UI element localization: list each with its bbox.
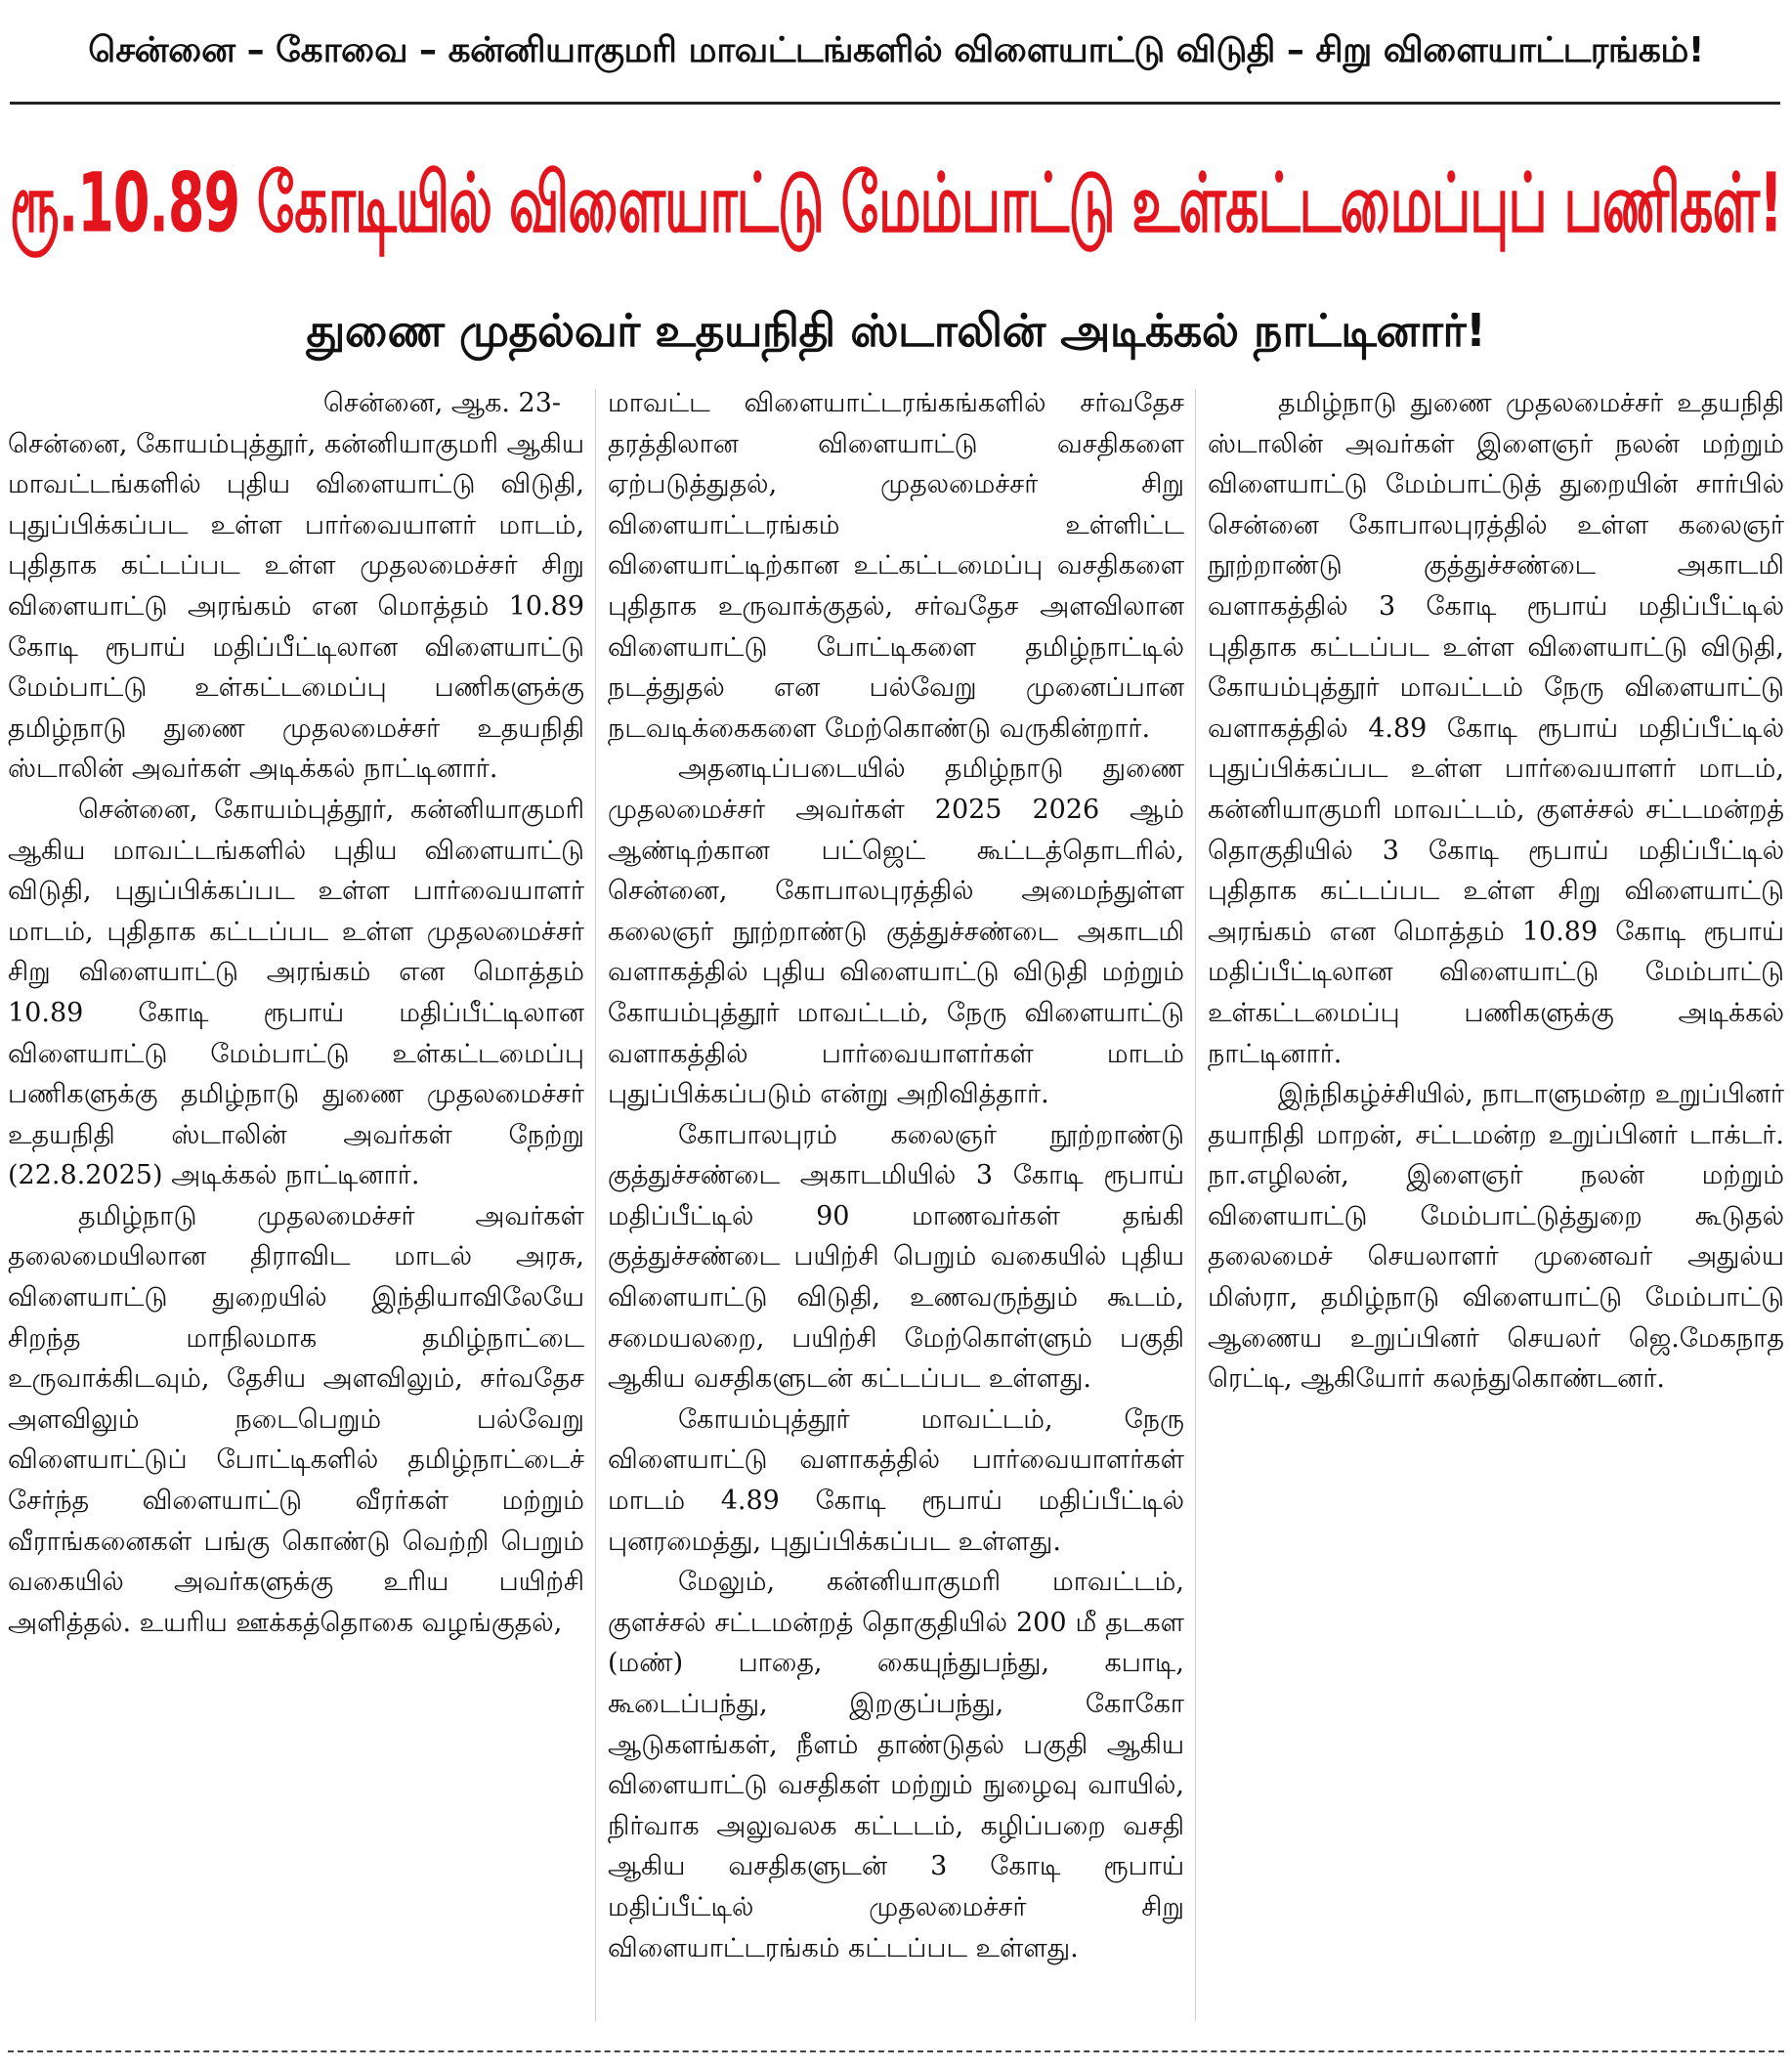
dateline: சென்னை, ஆக. 23-: [322, 388, 561, 418]
paragraph: அதனடிப்படையில் தமிழ்நாடு துணை முதலமைச்சர் அவர்கள் 2025 2026 ஆம் ஆண்டிற்கான பட்ஜெட் கூட்டத்தொடரில், சென்னை, கோபாலபுரத்தில் அமைந்துள்ள கலைஞர் நூற்றாண்டு குத்துச்சண்டை அகாடமி வளாகத்தில் புதிய விளையாட்டு விடுதி மற்றும் கோயம்புத்தூர் மாவட்டம், நேரு விளையாட்டு வளாகத்தில் பார்வையாளர்கள் மாடம் புதுப்பிக்கப்படும் என்று அறிவித்தார்.: [608, 754, 1184, 1110]
paragraph: மாவட்ட விளையாட்டரங்கங்களில் சர்வதேச தரத்திலான விளையாட்டு வசதிகளை ஏற்படுத்துதல், முதலமைச்சர் சிறு விளையாட்டரங்கம் உள்ளிட்ட விளையாட்டிற்கான உட்கட்டமைப்பு வசதிகளை புதிதாக உருவாக்குதல், சர்வதேச அளவிலான விளையாட்டு போட்டிகளை தமிழ்நாட்டில் நடத்துதல் என பல்வேறு முனைப்பான நடவடிக்கைகளை மேற்கொண்டு வருகின்றார்.: [608, 388, 1184, 744]
subheadline: துணை முதல்வர் உதயநிதி ஸ்டாலின் அடிக்கல் நாட்டினார்!: [306, 303, 1486, 357]
column-1: [8, 383, 584, 2035]
article-body: [8, 383, 1784, 2035]
paragraph: கோபாலபுரம் கலைஞர் நூற்றாண்டு குத்துச்சண்டை அகாடமியில் 3 கோடி ரூபாய் மதிப்பீட்டில் 90 மாணவர்கள் தங்கி குத்துச்சண்டை பயிற்சி பெறும் வகையில் புதிய விளையாட்டு விடுதி, உணவருந்தும் கூடம், சமையலறை, பயிற்சி மேற்கொள்ளும் பகுதி ஆகிய வசதிகளுடன் கட்டப்பட உள்ளது.: [608, 1119, 1184, 1395]
paragraph: சென்னை, கோயம்புத்தூர், கன்னியாகுமரி ஆகிய மாவட்டங்களில் புதிய விளையாட்டு விடுதி, புதுப்பிக்கப்பட உள்ள பார்வையாளர் மாடம், புதிதாக கட்டப்பட உள்ள முதலமைச்சர் சிறு விளையாட்டு அரங்கம் என மொத்தம் 10.89 கோடி ரூபாய் மதிப்பீட்டிலான விளையாட்டு மேம்பாட்டு உள்கட்டமைப்பு பணிகளுக்கு தமிழ்நாடு துணை முதலமைச்சர் உதயநிதி ஸ்டாலின் அவர்கள் நேற்று (22.8.2025) அடிக்கல் நாட்டினார்.: [8, 794, 584, 1191]
paragraph: இந்நிகழ்ச்சியில், நாடாளுமன்ற உறுப்பினர் தயாநிதி மாறன், சட்டமன்ற உறுப்பினர் டாக்டர். நா.எழிலன், இளைஞர் நலன் மற்றும் விளையாட்டு மேம்பாட்டுத்துறை கூடுதல் தலைமைச் செயலாளர் முனைவர் அதுல்ய மிஸ்ரா, தமிழ்நாடு விளையாட்டு மேம்பாட்டு ஆணைய உறுப்பினர் செயலர் ஜெ.மேகநாத ரெட்டி, ஆகியோர் கலந்துகொண்டனர்.: [1208, 1079, 1784, 1395]
column-2: [608, 383, 1184, 2035]
paragraph: சென்னை, கோயம்புத்தூர், கன்னியாகுமரி ஆகிய மாவட்டங்களில் புதிய விளையாட்டு விடுதி, புதுப்பிக்கப்பட உள்ள பார்வையாளர் மாடம், புதிதாக கட்டப்பட உள்ள முதலமைச்சர் சிறு விளையாட்டு அரங்கம் என மொத்தம் 10.89 கோடி ரூபாய் மதிப்பீட்டிலான விளையாட்டு மேம்பாட்டு உள்கட்டமைப்பு பணிகளுக்கு தமிழ்நாடு துணை முதலமைச்சர் உதயநிதி ஸ்டாலின் அவர்கள் அடிக்கல் நாட்டினார்.: [8, 428, 584, 785]
paragraph: தமிழ்நாடு முதலமைச்சர் அவர்கள் தலைமையிலான திராவிட மாடல் அரசு, விளையாட்டு துறையில் இந்தியாவிலேயே சிறந்த மாநிலமாக தமிழ்நாட்டை உருவாக்கிடவும், தேசிய அளவிலும், சர்வதேச அளவிலும் நடைபெறும் பல்வேறு விளையாட்டுப் போட்டிகளில் தமிழ்நாட்டைச் சேர்ந்த விளையாட்டு வீரர்கள் மற்றும் வீராங்கனைகள் பங்கு கொண்டு வெற்றி பெறும் வகையில் அவர்களுக்கு உரிய பயிற்சி அளித்தல். உயரிய ஊக்கத்தொகை வழங்குதல்,: [8, 1200, 584, 1638]
kicker-line: சென்னை – கோவை – கன்னியாகுமரி மாவட்டங்களில் விளையாட்டு விடுதி – சிறு விளையாட்டரங்கம்!: [88, 30, 1704, 70]
bottom-divider: [8, 2050, 1784, 2052]
column-divider: [595, 389, 596, 2021]
column-3: [1208, 383, 1784, 2035]
column-divider: [1195, 389, 1196, 2021]
headline: ரூ.10.89 கோடியில் விளையாட்டு மேம்பாட்டு உள்கட்டமைப்புப் பணிகள்!: [10, 153, 1782, 250]
paragraph: மேலும், கன்னியாகுமரி மாவட்டம், குளச்சல் சட்டமன்றத் தொகுதியில் 200 மீ தடகள (மண்) பாதை, கையுந்துபந்து, கபாடி, கூடைப்பந்து, இறகுப்பந்து, கோகோ ஆடுகளங்கள், நீளம் தாண்டுதல் பகுதி ஆகிய விளையாட்டு வசதிகள் மற்றும் நுழைவு வாயில், நிர்வாக அலுவலக கட்டடம், கழிப்பறை வசதி ஆகிய வசதிகளுடன் 3 கோடி ரூபாய் மதிப்பீட்டில் முதலமைச்சர் சிறு விளையாட்டரங்கம் கட்டப்பட உள்ளது.: [608, 1567, 1184, 1963]
paragraph: தமிழ்நாடு துணை முதலமைச்சர் உதயநிதி ஸ்டாலின் அவர்கள் இளைஞர் நலன் மற்றும் விளையாட்டு மேம்பாட்டுத் துறையின் சார்பில் சென்னை கோபாலபுரத்தில் உள்ள கலைஞர் நூற்றாண்டு குத்துச்சண்டை அகாடமி வளாகத்தில் 3 கோடி ரூபாய் மதிப்பீட்டில் புதிதாக கட்டப்பட உள்ள விளையாட்டு விடுதி, கோயம்புத்தூர் மாவட்டம் நேரு விளையாட்டு வளாகத்தில் 4.89 கோடி ரூபாய் மதிப்பீட்டில் புதுப்பிக்கப்பட உள்ள பார்வையாளர் மாடம், கன்னியாகுமரி மாவட்டம், குளச்சல் சட்டமன்றத் தொகுதியில் 3 கோடி ரூபாய் மதிப்பீட்டில் புதிதாக கட்டப்பட உள்ள சிறு விளையாட்டு அரங்கம் என மொத்தம் 10.89 கோடி ரூபாய் மதிப்பீட்டிலான விளையாட்டு மேம்பாட்டு உள்கட்டமைப்பு பணிகளுக்கு அடிக்கல் நாட்டினார்.: [1208, 388, 1784, 1069]
paragraph: கோயம்புத்தூர் மாவட்டம், நேரு விளையாட்டு வளாகத்தில் பார்வையாளர்கள் மாடம் 4.89 கோடி ரூபாய் மதிப்பீட்டில் புனரமைத்து, புதுப்பிக்கப்பட உள்ளது.: [608, 1403, 1184, 1557]
